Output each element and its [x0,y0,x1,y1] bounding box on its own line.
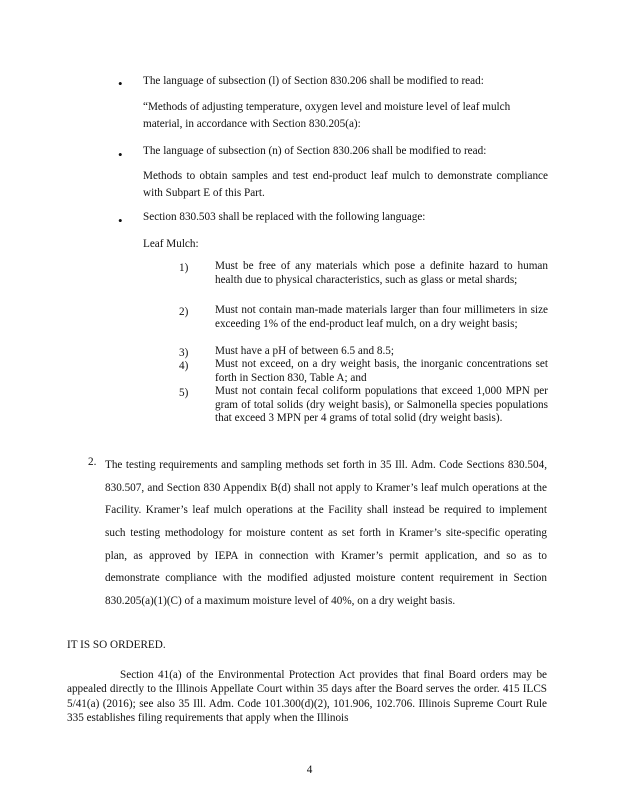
bullet-2-quote: Methods to obtain samples and test end-product leaf mulch to demonstrate compliance with Subpart E of this Part. [143,170,548,199]
page-number: 4 [306,764,313,776]
bullet-3-text: Section 830.503 shall be replaced with the following language: [143,211,426,223]
requirement-item: Must have a pH of between 6.5 and 8.5; [215,345,394,357]
requirement-number: 3) [179,347,189,359]
paragraph-2: The testing requirements and sampling methods set forth in 35 Ill. Adm. Code Sections 830.504, 830.507, and Section 830 Appendix B(d) shall not apply to Kramer’s leaf mulch operations at the Facility. Kramer’s leaf mulch operations at the Facility shall instead be required to implement such testing methodology for moisture content as set forth in Kramer’s site-specific operating plan, as approved by IEPA in connection with Kramer’s permit application, and so as to demonstrate compliance with the modified adjusted moisture content requirement in Section 830.205(a)(1)(C) of a maximum moisture level of 40%, on a dry weight basis. [105,459,547,607]
requirement-number: 4) [179,360,189,372]
requirement-number: 1) [179,262,189,274]
bullet-1-text: The language of subsection (l) of Section 830.206 shall be modified to read: [143,75,484,87]
leaf-mulch-heading: Leaf Mulch: [143,238,199,250]
requirement-item: Must be free of any materials which pose a definite hazard to human health due to physical characteristics, such as glass or metal shards; [215,260,548,286]
bullet-2-text: The language of subsection (n) of Section 830.206 shall be modified to read: [143,145,487,157]
requirement-item: Must not contain fecal coliform populations that exceed 1,000 MPN per gram of total solids (dry weight basis), or Salmonella species populations that exceed 3 MPN per 4 grams of total solid (dry weight basis). [215,385,548,425]
order-statement: IT IS SO ORDERED. [67,639,166,651]
requirement-number: 2) [179,306,189,318]
bullet-1-quote: “Methods of adjusting temperature, oxygen level and moisture level of leaf mulch material, in accordance with Section 830.205(a): [143,101,511,130]
requirement-item: Must not exceed, on a dry weight basis, the inorganic concentrations set forth in Section 830, Table A; and [215,358,548,384]
requirement-item: Must not contain man-made materials larger than four millimeters in size exceeding 1% of the end-product leaf mulch, on a dry weight basis; [215,304,548,330]
requirement-number: 5) [179,387,189,399]
bullet-icon: • [118,147,123,162]
bullet-icon: • [118,213,123,228]
paragraph-number: 2. [88,456,97,468]
appeal-paragraph: Section 41(a) of the Environmental Protection Act provides that final Board orders may be appealed directly to the Illinois Appellate Court within 35 days after the Board serves the order. 415 ILCS 5/41(a) (2016); see also 35 Ill. Adm. Code 101.300(d)(2), 101.906, 102.706. Illinois Supreme Court Rule 335 establishes filing requirements that apply when the Illinois [67,669,547,724]
bullet-icon: • [118,76,123,91]
